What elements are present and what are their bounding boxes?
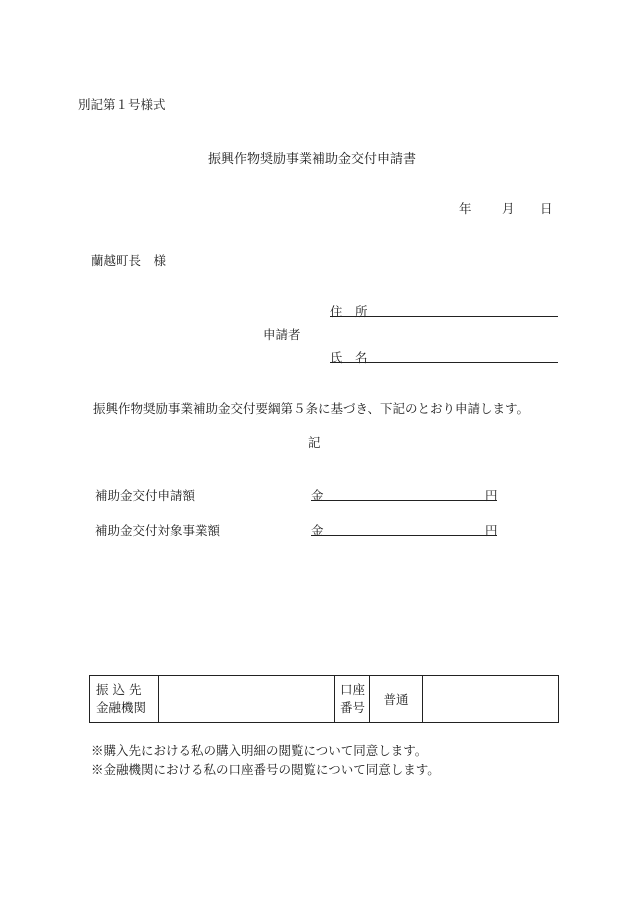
amount-unit: 円 xyxy=(485,488,498,503)
amount-label: 補助金交付対象事業額 xyxy=(95,523,221,538)
address-underline xyxy=(330,316,558,317)
consent-note: ※金融機関における私の口座番号の閲覧について同意します。 xyxy=(91,762,440,777)
account-type: 普通 xyxy=(383,692,409,707)
account-number-label-line2: 番号 xyxy=(340,700,366,715)
account-number-label-line1: 口座 xyxy=(340,682,366,697)
addressee: 蘭越町長 様 xyxy=(91,253,167,268)
body-text: 振興作物奨励事業補助金交付要綱第５条に基づき、下記のとおり申請します。 xyxy=(93,401,530,416)
account-number-label-cell xyxy=(335,676,370,723)
date-year-label: 年 xyxy=(459,201,472,216)
amount-underline xyxy=(311,535,497,536)
bank-institution-label-line2: 金融機関 xyxy=(96,700,147,715)
date-month-label: 月 xyxy=(502,201,515,216)
amount-prefix: 金 xyxy=(311,523,324,538)
bank-institution-label-line1: 振 込 先 xyxy=(96,682,142,697)
applicant-label: 申請者 xyxy=(263,327,301,342)
amount-label: 補助金交付申請額 xyxy=(95,488,196,503)
form-number: 別記第１号様式 xyxy=(78,97,166,112)
name-underline xyxy=(330,362,558,363)
address-label: 住 所 xyxy=(330,304,368,319)
document-title: 振興作物奨励事業補助金交付申請書 xyxy=(208,152,417,167)
ki-heading: 記 xyxy=(308,435,321,450)
consent-note: ※購入先における私の購入明細の閲覧について同意します。 xyxy=(91,743,428,758)
account-number-field[interactable] xyxy=(423,676,559,723)
bank-institution-label-cell xyxy=(90,676,159,723)
amount-underline xyxy=(311,500,497,501)
bank-institution-field[interactable] xyxy=(159,676,335,723)
bank-account-table xyxy=(89,675,559,723)
amount-prefix: 金 xyxy=(311,488,324,503)
amount-unit: 円 xyxy=(485,523,498,538)
name-label: 氏 名 xyxy=(330,350,368,365)
date-day-label: 日 xyxy=(540,201,553,216)
account-type-cell xyxy=(370,676,423,723)
